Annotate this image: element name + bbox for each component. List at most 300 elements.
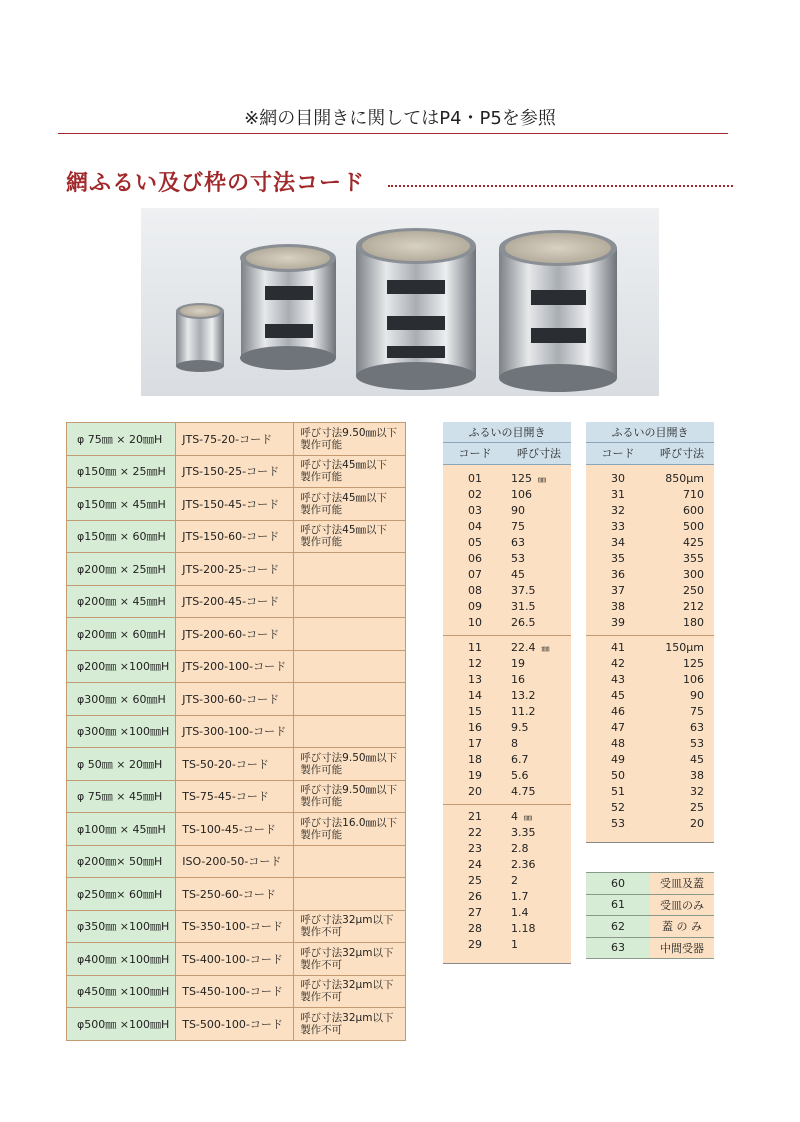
table-row <box>67 553 406 586</box>
section-title: 網ふるい及び枠の寸法コード <box>66 171 366 196</box>
list-item <box>443 672 571 688</box>
opening-size <box>507 873 571 889</box>
code-cell: TS-400-100-コード <box>176 943 294 976</box>
size-cell: φ 50㎜ × 20㎜H <box>67 748 176 781</box>
size-cell: φ 75㎜ × 45㎜H <box>67 780 176 813</box>
opening-code: 53 <box>611 817 625 830</box>
code-cell: JTS-200-45-コード <box>176 585 294 618</box>
list-item <box>443 841 571 857</box>
table-row <box>67 683 406 716</box>
opening-size <box>507 841 571 857</box>
list-item <box>443 752 571 768</box>
size-cell: φ150㎜ × 60㎜H <box>67 520 176 553</box>
opening-size <box>650 487 714 503</box>
note-cell: 呼び寸法32μm以下 製作不可 <box>294 975 406 1008</box>
note-cell <box>294 715 406 748</box>
opening-size-value: 8 <box>511 737 518 750</box>
opening-code: 30 <box>611 472 625 485</box>
opening-code: 10 <box>468 616 482 629</box>
list-item <box>586 720 714 736</box>
col-code-label: コード <box>601 447 635 460</box>
accessory-label: 中間受器 <box>650 937 714 959</box>
opening-code: 06 <box>468 552 482 565</box>
accessory-code-table <box>586 872 714 959</box>
opening-size <box>507 688 571 704</box>
opening-size-value: 2.8 <box>511 842 529 855</box>
list-item <box>586 816 714 832</box>
opening-size <box>507 857 571 873</box>
opening-size <box>507 672 571 688</box>
note-cell: 呼び寸法45㎜以下 製作可能 <box>294 488 406 521</box>
size-cell: φ200㎜ ×100㎜H <box>67 650 176 683</box>
opening-size <box>650 720 714 736</box>
opening-header: ふるいの目開き <box>586 422 714 443</box>
note-cell: 呼び寸法16.0㎜以下 製作可能 <box>294 813 406 846</box>
opening-size <box>507 921 571 937</box>
opening-size-value: 13.2 <box>511 689 536 702</box>
list-item <box>443 640 571 656</box>
opening-size <box>650 672 714 688</box>
opening-size <box>507 551 571 567</box>
list-item <box>443 736 571 752</box>
size-cell: φ200㎜ × 45㎜H <box>67 585 176 618</box>
opening-size-value: 850μm <box>665 472 704 485</box>
opening-table-right <box>586 422 714 843</box>
opening-code: 09 <box>468 600 482 613</box>
accessory-label: 蓋 の み <box>650 916 714 938</box>
table-row <box>67 975 406 1008</box>
divider <box>58 133 728 134</box>
table-row <box>67 878 406 911</box>
size-cell: φ250㎜× 60㎜H <box>67 878 176 911</box>
list-item <box>443 567 571 583</box>
code-cell: TS-500-100-コード <box>176 1008 294 1041</box>
size-cell: φ150㎜ × 45㎜H <box>67 488 176 521</box>
opening-size <box>507 720 571 736</box>
opening-code: 01 <box>468 472 482 485</box>
list-item <box>443 656 571 672</box>
note-cell: 呼び寸法45㎜以下 製作可能 <box>294 455 406 488</box>
code-cell: JTS-200-25-コード <box>176 553 294 586</box>
list-item <box>586 688 714 704</box>
opening-code: 21 <box>468 810 482 823</box>
opening-code: 24 <box>468 858 482 871</box>
opening-size <box>650 503 714 519</box>
opening-subheader <box>443 443 571 465</box>
size-cell: φ300㎜ × 60㎜H <box>67 683 176 716</box>
opening-code: 41 <box>611 641 625 654</box>
opening-size <box>650 551 714 567</box>
opening-code: 17 <box>468 737 482 750</box>
list-item <box>586 503 714 519</box>
opening-code: 04 <box>468 520 482 533</box>
list-item <box>586 567 714 583</box>
opening-size-unit: ㎜ <box>524 813 532 822</box>
opening-size <box>650 752 714 768</box>
note-cell: 呼び寸法32μm以下 製作不可 <box>294 1008 406 1041</box>
opening-code: 03 <box>468 504 482 517</box>
opening-size-value: 125 <box>511 472 532 485</box>
opening-size <box>650 784 714 800</box>
opening-size-value: 9.5 <box>511 721 529 734</box>
opening-subheader <box>586 443 714 465</box>
opening-size <box>507 825 571 841</box>
opening-code: 52 <box>611 801 625 814</box>
accessory-code: 63 <box>586 937 650 959</box>
title-dotted-leader <box>388 185 733 187</box>
list-item <box>443 809 571 825</box>
accessory-code: 62 <box>586 916 650 938</box>
opening-size <box>650 583 714 599</box>
opening-size <box>507 471 571 487</box>
opening-size-value: 53 <box>511 552 525 565</box>
opening-size <box>507 736 571 752</box>
code-cell: TS-50-20-コード <box>176 748 294 781</box>
opening-size <box>650 688 714 704</box>
note-cell <box>294 650 406 683</box>
opening-size-value: 45 <box>690 753 704 766</box>
opening-code: 23 <box>468 842 482 855</box>
opening-size-value: 53 <box>690 737 704 750</box>
table-row <box>67 780 406 813</box>
opening-body <box>443 465 571 963</box>
list-item <box>443 784 571 800</box>
code-cell: JTS-75-20-コード <box>176 423 294 456</box>
opening-size <box>507 704 571 720</box>
opening-size-value: 90 <box>511 504 525 517</box>
size-cell: φ100㎜ × 45㎜H <box>67 813 176 846</box>
list-item <box>443 905 571 921</box>
opening-size <box>650 656 714 672</box>
note-cell: 呼び寸法32μm以下 製作不可 <box>294 943 406 976</box>
opening-size-value: 37.5 <box>511 584 536 597</box>
opening-size-value: 3.35 <box>511 826 536 839</box>
opening-code: 49 <box>611 753 625 766</box>
note-cell <box>294 618 406 651</box>
opening-size <box>650 704 714 720</box>
opening-size-value: 1.4 <box>511 906 529 919</box>
opening-code: 47 <box>611 721 625 734</box>
sieve-product-photo <box>141 208 659 396</box>
opening-code: 22 <box>468 826 482 839</box>
opening-code: 36 <box>611 568 625 581</box>
list-item <box>443 551 571 567</box>
opening-size-value: 11.2 <box>511 705 536 718</box>
opening-size-value: 500 <box>683 520 704 533</box>
list-item <box>586 784 714 800</box>
size-cell: φ150㎜ × 25㎜H <box>67 455 176 488</box>
list-item <box>586 672 714 688</box>
opening-size <box>507 640 571 656</box>
opening-code: 14 <box>468 689 482 702</box>
opening-size-value: 31.5 <box>511 600 536 613</box>
opening-size-value: 2 <box>511 874 518 887</box>
opening-size <box>507 567 571 583</box>
list-item <box>443 615 571 631</box>
reference-note: ※網の目開きに関してはP4・P5を参照 <box>244 108 556 129</box>
opening-size-value: 19 <box>511 657 525 670</box>
code-cell: JTS-150-25-コード <box>176 455 294 488</box>
opening-size <box>650 768 714 784</box>
code-cell: JTS-300-60-コード <box>176 683 294 716</box>
opening-code: 15 <box>468 705 482 718</box>
opening-size-value: 75 <box>511 520 525 533</box>
code-cell: JTS-200-60-コード <box>176 618 294 651</box>
size-cell: φ350㎜ ×100㎜H <box>67 910 176 943</box>
opening-code: 29 <box>468 938 482 951</box>
opening-code: 18 <box>468 753 482 766</box>
size-cell: φ300㎜ ×100㎜H <box>67 715 176 748</box>
opening-size <box>507 583 571 599</box>
note-cell: 呼び寸法9.50㎜以下 製作可能 <box>294 748 406 781</box>
table-row <box>67 650 406 683</box>
opening-size-value: 26.5 <box>511 616 536 629</box>
opening-size-value: 38 <box>690 769 704 782</box>
opening-size-value: 425 <box>683 536 704 549</box>
table-row <box>67 845 406 878</box>
opening-size <box>507 768 571 784</box>
opening-code: 51 <box>611 785 625 798</box>
size-cell: φ 75㎜ × 20㎜H <box>67 423 176 456</box>
list-item <box>443 889 571 905</box>
list-item <box>443 704 571 720</box>
table-row <box>67 455 406 488</box>
opening-size-value: 212 <box>683 600 704 613</box>
opening-code: 12 <box>468 657 482 670</box>
accessory-code: 61 <box>586 894 650 916</box>
list-item <box>443 720 571 736</box>
opening-size-value: 355 <box>683 552 704 565</box>
list-item <box>443 487 571 503</box>
opening-size-value: 25 <box>690 801 704 814</box>
opening-size-value: 2.36 <box>511 858 536 871</box>
opening-size-value: 90 <box>690 689 704 702</box>
opening-size <box>507 784 571 800</box>
note-cell: 呼び寸法9.50㎜以下 製作可能 <box>294 423 406 456</box>
table-row <box>586 894 714 916</box>
opening-code: 37 <box>611 584 625 597</box>
note-cell <box>294 845 406 878</box>
table-row <box>67 520 406 553</box>
opening-code: 31 <box>611 488 625 501</box>
opening-size-value: 710 <box>683 488 704 501</box>
code-cell: TS-350-100-コード <box>176 910 294 943</box>
list-item <box>443 688 571 704</box>
list-item <box>443 921 571 937</box>
list-item <box>586 599 714 615</box>
size-cell: φ200㎜× 50㎜H <box>67 845 176 878</box>
opening-size-value: 300 <box>683 568 704 581</box>
list-item <box>443 937 571 953</box>
size-cell: φ400㎜ ×100㎜H <box>67 943 176 976</box>
table-row <box>67 585 406 618</box>
opening-size-value: 4 <box>511 810 518 823</box>
list-item <box>586 615 714 631</box>
opening-group <box>443 640 571 805</box>
note-cell: 呼び寸法32μm以下 製作不可 <box>294 910 406 943</box>
table-row <box>67 423 406 456</box>
opening-size-unit: ㎜ <box>541 644 550 653</box>
opening-code: 38 <box>611 600 625 613</box>
opening-size <box>507 615 571 631</box>
opening-code: 20 <box>468 785 482 798</box>
list-item <box>586 800 714 816</box>
opening-size <box>650 599 714 615</box>
opening-size-value: 250 <box>683 584 704 597</box>
opening-group <box>443 471 571 636</box>
list-item <box>443 599 571 615</box>
opening-size <box>507 905 571 921</box>
list-item <box>443 535 571 551</box>
opening-body <box>586 465 714 842</box>
size-code-table <box>66 422 406 1041</box>
code-cell: TS-450-100-コード <box>176 975 294 1008</box>
list-item <box>586 768 714 784</box>
opening-size-value: 16 <box>511 673 525 686</box>
list-item <box>586 471 714 487</box>
code-cell: JTS-150-60-コード <box>176 520 294 553</box>
opening-size-value: 106 <box>511 488 532 501</box>
opening-code: 50 <box>611 769 625 782</box>
opening-size <box>650 471 714 487</box>
opening-code: 16 <box>468 721 482 734</box>
list-item <box>586 752 714 768</box>
list-item <box>443 825 571 841</box>
opening-code: 08 <box>468 584 482 597</box>
table-row <box>67 715 406 748</box>
table-row <box>586 873 714 895</box>
opening-code: 28 <box>468 922 482 935</box>
opening-size <box>650 800 714 816</box>
opening-code: 46 <box>611 705 625 718</box>
opening-size-value: 5.6 <box>511 769 529 782</box>
table-row <box>586 916 714 938</box>
opening-code: 11 <box>468 641 482 654</box>
opening-code: 33 <box>611 520 625 533</box>
list-item <box>586 519 714 535</box>
opening-code: 07 <box>468 568 482 581</box>
opening-size-value: 150μm <box>665 641 704 654</box>
list-item <box>586 736 714 752</box>
opening-size <box>507 519 571 535</box>
col-size-label: 呼び寸法 <box>660 447 704 460</box>
code-cell: ISO-200-50-コード <box>176 845 294 878</box>
list-item <box>443 857 571 873</box>
list-item <box>586 704 714 720</box>
size-cell: φ200㎜ × 60㎜H <box>67 618 176 651</box>
opening-table-left <box>443 422 571 964</box>
opening-code: 19 <box>468 769 482 782</box>
opening-code: 39 <box>611 616 625 629</box>
opening-code: 26 <box>468 890 482 903</box>
opening-size-value: 1 <box>511 938 518 951</box>
list-item <box>443 583 571 599</box>
opening-size <box>650 816 714 832</box>
opening-size <box>650 567 714 583</box>
opening-size-value: 45 <box>511 568 525 581</box>
opening-size <box>650 519 714 535</box>
note-cell: 呼び寸法45㎜以下 製作可能 <box>294 520 406 553</box>
opening-code: 35 <box>611 552 625 565</box>
opening-size <box>507 937 571 953</box>
opening-size-value: 1.18 <box>511 922 536 935</box>
list-item <box>443 471 571 487</box>
note-cell <box>294 585 406 618</box>
opening-size-value: 32 <box>690 785 704 798</box>
opening-size <box>507 656 571 672</box>
opening-code: 45 <box>611 689 625 702</box>
opening-size-value: 63 <box>690 721 704 734</box>
table-row <box>67 813 406 846</box>
opening-group <box>586 471 714 636</box>
opening-code: 48 <box>611 737 625 750</box>
opening-code: 27 <box>468 906 482 919</box>
table-row <box>67 488 406 521</box>
opening-code: 13 <box>468 673 482 686</box>
opening-code: 43 <box>611 673 625 686</box>
note-cell <box>294 683 406 716</box>
list-item <box>586 583 714 599</box>
code-cell: JTS-300-100-コード <box>176 715 294 748</box>
code-cell: TS-250-60-コード <box>176 878 294 911</box>
table-row <box>67 910 406 943</box>
list-item <box>586 551 714 567</box>
table-row <box>67 618 406 651</box>
size-cell: φ450㎜ ×100㎜H <box>67 975 176 1008</box>
accessory-code: 60 <box>586 873 650 895</box>
code-cell: JTS-200-100-コード <box>176 650 294 683</box>
size-cell: φ500㎜ ×100㎜H <box>67 1008 176 1041</box>
table-row <box>67 748 406 781</box>
opening-code: 25 <box>468 874 482 887</box>
col-size-label: 呼び寸法 <box>517 447 561 460</box>
opening-size-value: 125 <box>683 657 704 670</box>
opening-code: 42 <box>611 657 625 670</box>
opening-size-unit: ㎜ <box>538 475 546 484</box>
table-row <box>67 943 406 976</box>
note-cell <box>294 878 406 911</box>
opening-code: 34 <box>611 536 625 549</box>
opening-size <box>507 535 571 551</box>
opening-size <box>507 503 571 519</box>
opening-size-value: 600 <box>683 504 704 517</box>
table-row <box>67 1008 406 1041</box>
opening-size-value: 1.7 <box>511 890 529 903</box>
opening-size-value: 106 <box>683 673 704 686</box>
note-cell <box>294 553 406 586</box>
opening-group <box>586 640 714 836</box>
opening-code: 32 <box>611 504 625 517</box>
table-row <box>586 937 714 959</box>
opening-size <box>507 752 571 768</box>
list-item <box>443 768 571 784</box>
opening-size-value: 22.4 <box>511 641 536 654</box>
opening-size <box>507 809 571 825</box>
opening-size <box>507 487 571 503</box>
accessory-label: 受皿のみ <box>650 894 714 916</box>
opening-size <box>507 889 571 905</box>
note-cell: 呼び寸法9.50㎜以下 製作可能 <box>294 780 406 813</box>
list-item <box>586 656 714 672</box>
list-item <box>586 640 714 656</box>
opening-size <box>650 615 714 631</box>
opening-size-value: 180 <box>683 616 704 629</box>
code-cell: TS-75-45-コード <box>176 780 294 813</box>
opening-code: 05 <box>468 536 482 549</box>
opening-size-value: 20 <box>690 817 704 830</box>
list-item <box>586 535 714 551</box>
list-item <box>443 519 571 535</box>
